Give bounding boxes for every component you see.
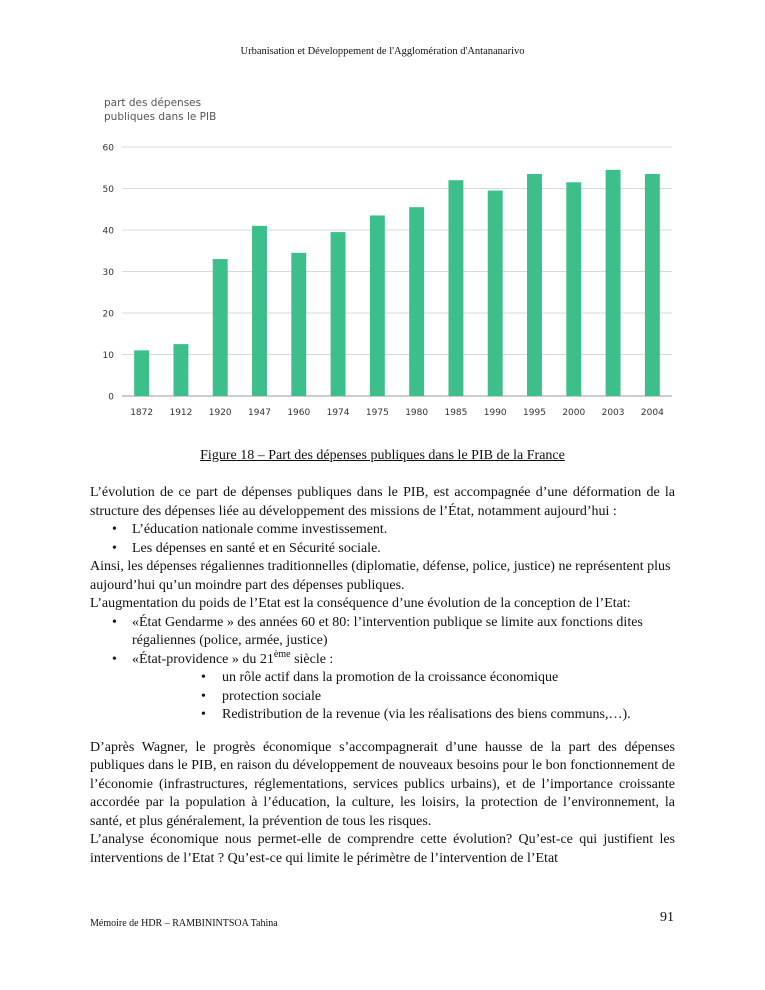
bar-1995 — [527, 174, 542, 396]
y-tick-label: 0 — [108, 392, 114, 403]
bar-1980 — [409, 207, 424, 396]
y-axis-label — [104, 97, 216, 123]
bar-2004 — [645, 174, 660, 396]
y-axis-label-line: part des dépenses — [104, 97, 202, 109]
y-tick-label: 30 — [102, 268, 114, 278]
x-tick-label: 2004 — [640, 408, 664, 418]
welfare-state-sublist — [132, 669, 675, 725]
list-item: • Les dépenses en santé et en Sécurité sociale. — [90, 540, 675, 559]
gridlines — [122, 147, 672, 396]
bar-2003 — [606, 170, 621, 396]
sub-list-item: • un rôle actif dans la promotion de la croissance économique — [132, 669, 675, 688]
x-tick-label: 1975 — [365, 408, 389, 418]
bar-2000 — [566, 182, 581, 396]
running-header: Urbanisation et Développement de l'Agglomération d'Antananarivo — [240, 46, 525, 57]
superscript: ème — [273, 648, 291, 660]
y-tick-label: 20 — [102, 309, 114, 320]
x-tick-label: 1995 — [523, 408, 546, 418]
bar-1947 — [252, 226, 267, 396]
bar-chart — [90, 90, 680, 425]
x-tick-label: 1990 — [483, 408, 507, 418]
bar-1872 — [134, 350, 149, 396]
sub-list-item: • Redistribution de la revenue (via les réalisations des biens communs,…). — [132, 706, 675, 725]
y-axis-label-line: publiques dans le PIB — [104, 111, 217, 123]
missions-list — [90, 521, 675, 558]
x-tick-label: 1985 — [444, 408, 468, 418]
paragraph-5: L’analyse économique nous permet-elle de comprendre cette évolution? Qu’est-ce qui justifient les interventions de l’Etat ? Qu’est-ce qui limite le périmètre de l’intervention de l’Etat — [90, 832, 675, 866]
list-item-text: «État Gendarme » des années 60 et 80: l’intervention publique se limite aux fonctions dites régaliennes (police, armée, justice) — [132, 614, 643, 648]
y-tick-label: 10 — [102, 351, 114, 361]
y-tick-label: 60 — [102, 143, 114, 154]
y-tick-label: 40 — [102, 226, 114, 237]
x-tick-label: 1980 — [405, 408, 429, 418]
list-item: • L’éducation nationale comme investissement. — [90, 521, 675, 540]
figure-caption: Figure 18 – Part des dépenses publiques dans le PIB de la France — [200, 448, 565, 463]
bar-1975 — [370, 215, 385, 396]
x-tick-label: 1872 — [130, 408, 154, 418]
paragraph-1: L’évolution de ce part de dépenses publiques dans le PIB, est accompagnée d’une déformation de la structure des dépenses liée au développement des missions de l’État, notamment aujourd’hui : — [90, 485, 675, 519]
page-number: 91 — [660, 910, 674, 925]
bar-1990 — [488, 191, 503, 396]
paragraph-4: D’après Wagner, le progrès économique s’accompagnerait d’une hausse de la part des dépenses publiques dans le PIB, en raison du développement de nouveaux besoins pour le bon fonctionnement de l’économie (infrastructures, réglementations, services publics urbains), et de l’importance croissante accordée par la population à l’éducation, la culture, les loisirs, la protection de l’environnement, la santé, et plus généralement, la prévention de tous les risques. — [90, 739, 675, 829]
paragraph-3: L’augmentation du poids de l’Etat est la conséquence d’une évolution de la conception de l’Etat: — [90, 596, 631, 611]
y-tick-labels — [103, 144, 115, 403]
bars — [134, 170, 660, 396]
body-text — [90, 484, 675, 868]
paragraph-2: Ainsi, les dépenses régaliennes traditionnelles (diplomatie, défense, police, justice) ne représentent plus aujourd’hui qu’un moindre part des dépenses publiques. — [90, 559, 671, 593]
x-tick-label: 1974 — [326, 408, 350, 418]
list-item-text: siècle : — [290, 651, 334, 667]
state-conception-list — [90, 614, 675, 725]
x-tick-label: 1960 — [287, 408, 311, 418]
list-item — [90, 614, 675, 651]
x-tick-label: 1947 — [248, 408, 271, 418]
x-tick-label: 2000 — [562, 408, 586, 418]
list-item — [90, 648, 675, 725]
x-tick-label: 1920 — [208, 408, 232, 418]
bar-1974 — [331, 232, 346, 396]
x-tick-label: 2003 — [601, 408, 625, 418]
list-item-text: «État-providence » du 21 — [132, 651, 274, 667]
bar-1920 — [213, 259, 228, 396]
sub-list-item: • protection sociale — [132, 688, 675, 707]
bar-1912 — [173, 344, 188, 396]
x-tick-label: 1912 — [169, 408, 193, 418]
footer-author: Mémoire de HDR – RAMBININTSOA Tahina — [90, 918, 278, 929]
bar-1985 — [448, 180, 463, 396]
y-tick-label: 50 — [102, 185, 114, 195]
bar-1960 — [291, 253, 306, 396]
x-tick-labels — [130, 408, 664, 418]
